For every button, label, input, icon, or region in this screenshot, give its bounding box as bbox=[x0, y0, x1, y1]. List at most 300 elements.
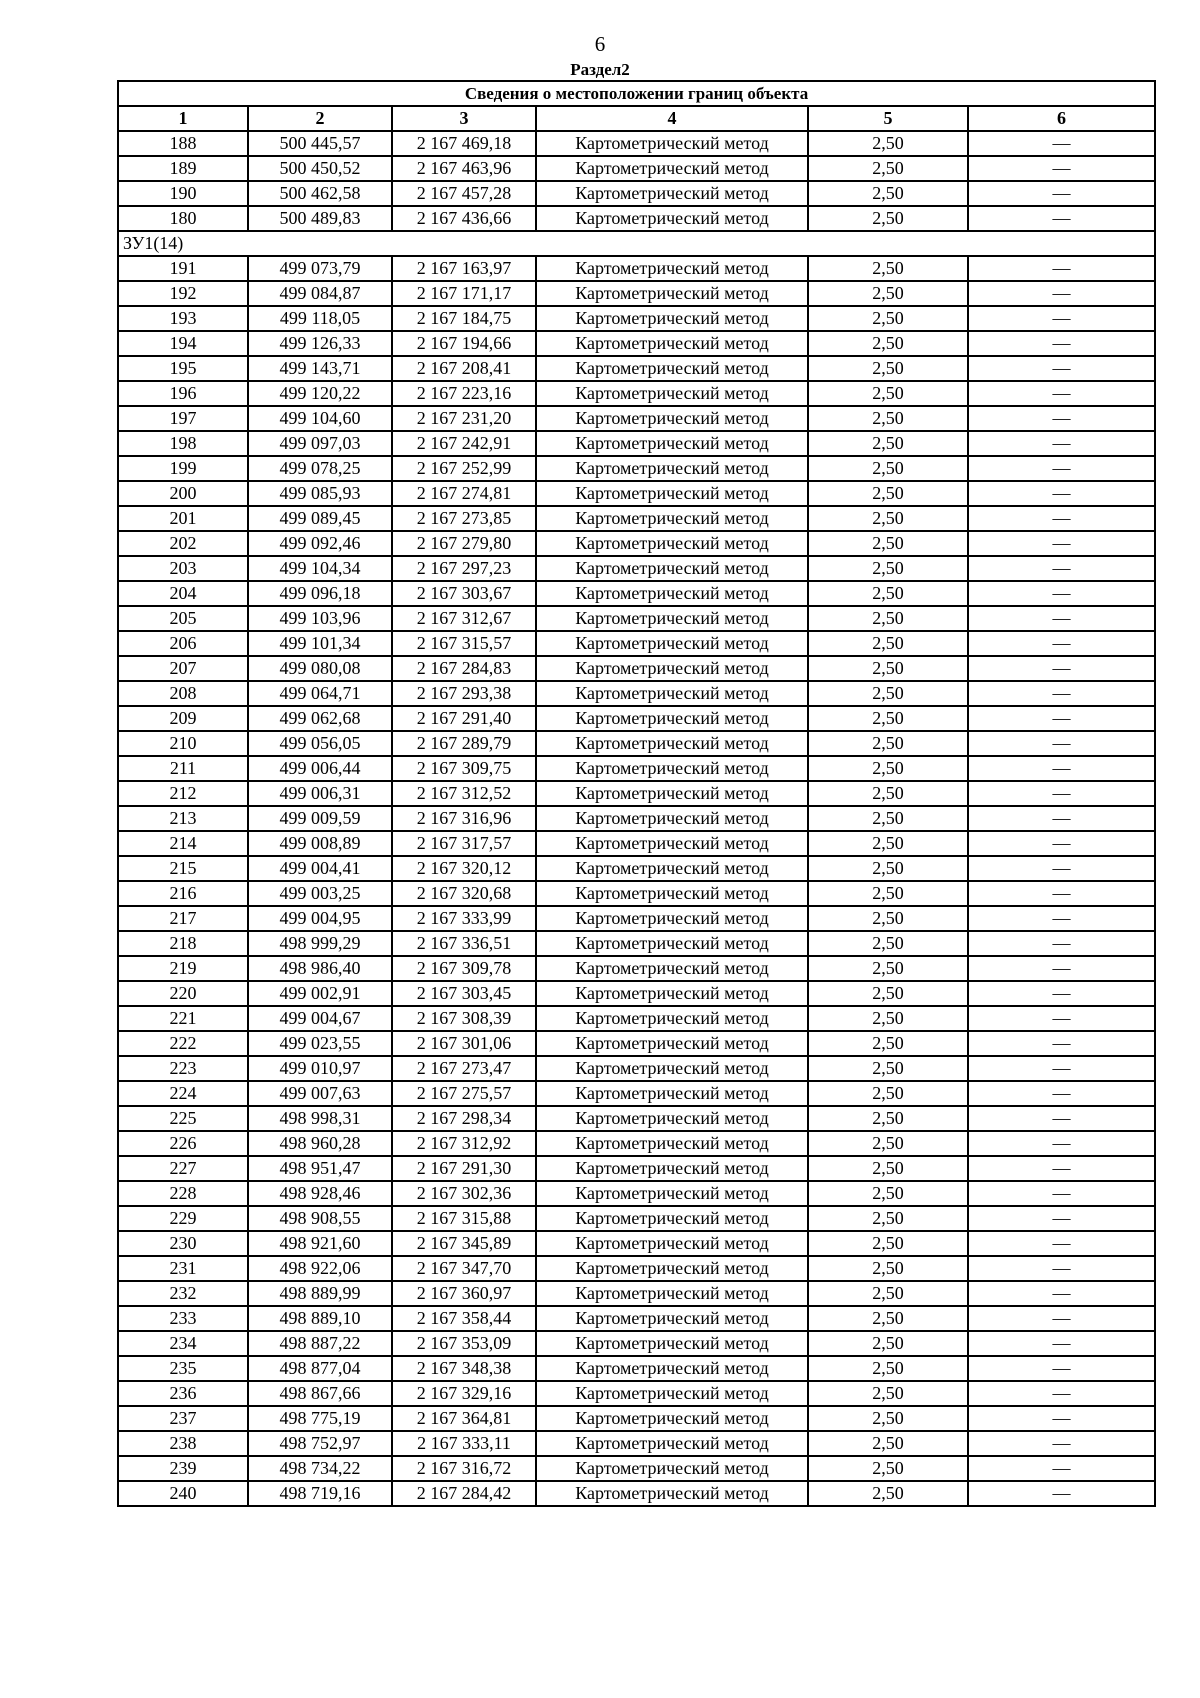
table-cell: 236 bbox=[118, 1381, 248, 1406]
table-row bbox=[118, 531, 1155, 556]
table-cell: — bbox=[968, 681, 1155, 706]
table-cell: 498 775,19 bbox=[248, 1406, 392, 1431]
table-cell: — bbox=[968, 656, 1155, 681]
table-cell: 2 167 301,06 bbox=[392, 1031, 536, 1056]
table-cell: 213 bbox=[118, 806, 248, 831]
table-cell: 2,50 bbox=[808, 256, 968, 281]
table-cell: 499 023,55 bbox=[248, 1031, 392, 1056]
table-cell: — bbox=[968, 631, 1155, 656]
table-cell: 180 bbox=[118, 206, 248, 231]
table-cell: — bbox=[968, 806, 1155, 831]
table-cell: 2 167 469,18 bbox=[392, 131, 536, 156]
table-cell: — bbox=[968, 431, 1155, 456]
table-row bbox=[118, 1031, 1155, 1056]
table-cell: 499 126,33 bbox=[248, 331, 392, 356]
table-cell: Картометрический метод bbox=[536, 631, 808, 656]
table-cell: — bbox=[968, 1156, 1155, 1181]
table-cell: 2,50 bbox=[808, 1356, 968, 1381]
table-cell: — bbox=[968, 706, 1155, 731]
table-cell: 499 004,41 bbox=[248, 856, 392, 881]
table-cell: 2 167 163,97 bbox=[392, 256, 536, 281]
table-cell: 2,50 bbox=[808, 856, 968, 881]
table-cell: 500 445,57 bbox=[248, 131, 392, 156]
table-cell: 229 bbox=[118, 1206, 248, 1231]
table-cell: 500 450,52 bbox=[248, 156, 392, 181]
table-row bbox=[118, 681, 1155, 706]
table-cell: 2 167 303,67 bbox=[392, 581, 536, 606]
table-cell: 498 889,99 bbox=[248, 1281, 392, 1306]
table-cell: 2,50 bbox=[808, 1256, 968, 1281]
table-cell: 222 bbox=[118, 1031, 248, 1056]
table-cell: 218 bbox=[118, 931, 248, 956]
table-cell: 499 097,03 bbox=[248, 431, 392, 456]
table-cell: 198 bbox=[118, 431, 248, 456]
table-cell: 2,50 bbox=[808, 1331, 968, 1356]
table-cell: 2 167 360,97 bbox=[392, 1281, 536, 1306]
column-header-row bbox=[118, 106, 1155, 131]
table-cell: 208 bbox=[118, 681, 248, 706]
table-cell: 215 bbox=[118, 856, 248, 881]
table-cell: 2 167 333,11 bbox=[392, 1431, 536, 1456]
table-cell: 499 092,46 bbox=[248, 531, 392, 556]
table-cell: 231 bbox=[118, 1256, 248, 1281]
table-cell: 2,50 bbox=[808, 306, 968, 331]
table-cell: Картометрический метод bbox=[536, 956, 808, 981]
table-cell: Картометрический метод bbox=[536, 531, 808, 556]
table-cell: 2,50 bbox=[808, 731, 968, 756]
table-cell: 2 167 273,85 bbox=[392, 506, 536, 531]
table-row bbox=[118, 906, 1155, 931]
table-cell: 500 462,58 bbox=[248, 181, 392, 206]
table-cell: — bbox=[968, 1106, 1155, 1131]
table-cell: Картометрический метод bbox=[536, 831, 808, 856]
table-row bbox=[118, 1081, 1155, 1106]
table-cell: 2 167 231,20 bbox=[392, 406, 536, 431]
table-cell: Картометрический метод bbox=[536, 756, 808, 781]
table-cell: Картометрический метод bbox=[536, 1081, 808, 1106]
table-cell: Картометрический метод bbox=[536, 1281, 808, 1306]
table-cell: — bbox=[968, 1431, 1155, 1456]
table-cell: — bbox=[968, 506, 1155, 531]
table-cell: 2,50 bbox=[808, 1006, 968, 1031]
table-cell: 2 167 279,80 bbox=[392, 531, 536, 556]
table-cell: Картометрический метод bbox=[536, 206, 808, 231]
table-cell: 2 167 308,39 bbox=[392, 1006, 536, 1031]
table-cell: 499 085,93 bbox=[248, 481, 392, 506]
table-cell: 2 167 297,23 bbox=[392, 556, 536, 581]
table-cell: 2,50 bbox=[808, 381, 968, 406]
table-row bbox=[118, 406, 1155, 431]
table-cell: 2,50 bbox=[808, 931, 968, 956]
table-cell: 196 bbox=[118, 381, 248, 406]
table-cell: 2 167 284,42 bbox=[392, 1481, 536, 1506]
table-cell: 500 489,83 bbox=[248, 206, 392, 231]
table-cell: 2 167 274,81 bbox=[392, 481, 536, 506]
table-row bbox=[118, 281, 1155, 306]
table-cell: 195 bbox=[118, 356, 248, 381]
column-header: 4 bbox=[536, 106, 808, 131]
table-cell: 237 bbox=[118, 1406, 248, 1431]
table-cell: 207 bbox=[118, 656, 248, 681]
table-cell: 2,50 bbox=[808, 581, 968, 606]
table-cell: 214 bbox=[118, 831, 248, 856]
table-cell: Картометрический метод bbox=[536, 806, 808, 831]
table-row bbox=[118, 1156, 1155, 1181]
table-cell: — bbox=[968, 606, 1155, 631]
table-row bbox=[118, 956, 1155, 981]
table-cell: Картометрический метод bbox=[536, 1181, 808, 1206]
table-cell: 2 167 208,41 bbox=[392, 356, 536, 381]
table-cell: 212 bbox=[118, 781, 248, 806]
table-cell: 499 062,68 bbox=[248, 706, 392, 731]
table-cell: Картометрический метод bbox=[536, 581, 808, 606]
table-cell: 499 103,96 bbox=[248, 606, 392, 631]
table-cell: 2,50 bbox=[808, 406, 968, 431]
table-row bbox=[118, 1281, 1155, 1306]
table-cell: 238 bbox=[118, 1431, 248, 1456]
table-cell: — bbox=[968, 331, 1155, 356]
table-cell: 498 908,55 bbox=[248, 1206, 392, 1231]
table-cell: — bbox=[968, 206, 1155, 231]
table-cell: 2,50 bbox=[808, 181, 968, 206]
table-cell: 219 bbox=[118, 956, 248, 981]
table-cell: 206 bbox=[118, 631, 248, 656]
column-header: 1 bbox=[118, 106, 248, 131]
table-row bbox=[118, 1131, 1155, 1156]
table-cell: Картометрический метод bbox=[536, 156, 808, 181]
table-cell: — bbox=[968, 456, 1155, 481]
table-row bbox=[118, 1431, 1155, 1456]
table-cell: Картометрический метод bbox=[536, 781, 808, 806]
table-cell: 2,50 bbox=[808, 356, 968, 381]
table-cell: 2,50 bbox=[808, 1231, 968, 1256]
table-cell: 2,50 bbox=[808, 706, 968, 731]
table-cell: 499 101,34 bbox=[248, 631, 392, 656]
table-cell: Картометрический метод bbox=[536, 1381, 808, 1406]
table-row bbox=[118, 631, 1155, 656]
table-cell: 499 056,05 bbox=[248, 731, 392, 756]
table-cell: Картометрический метод bbox=[536, 181, 808, 206]
table-row bbox=[118, 1181, 1155, 1206]
table-row bbox=[118, 581, 1155, 606]
table-row bbox=[118, 556, 1155, 581]
table-cell: — bbox=[968, 1406, 1155, 1431]
table-row bbox=[118, 356, 1155, 381]
table-cell: 224 bbox=[118, 1081, 248, 1106]
table-cell: 499 008,89 bbox=[248, 831, 392, 856]
table-row bbox=[118, 1456, 1155, 1481]
table-cell: 2 167 171,17 bbox=[392, 281, 536, 306]
table-row bbox=[118, 981, 1155, 1006]
table-cell: 2,50 bbox=[808, 1156, 968, 1181]
table-cell: 2 167 194,66 bbox=[392, 331, 536, 356]
table-cell: — bbox=[968, 956, 1155, 981]
table-cell: 498 719,16 bbox=[248, 1481, 392, 1506]
table-cell: 2 167 291,30 bbox=[392, 1156, 536, 1181]
table-cell: 2 167 252,99 bbox=[392, 456, 536, 481]
table-cell: Картометрический метод bbox=[536, 681, 808, 706]
table-cell: 2,50 bbox=[808, 956, 968, 981]
table-row bbox=[118, 381, 1155, 406]
table-cell: Картометрический метод bbox=[536, 406, 808, 431]
table-cell: 220 bbox=[118, 981, 248, 1006]
table-cell: — bbox=[968, 1031, 1155, 1056]
table-cell: 217 bbox=[118, 906, 248, 931]
table-cell: Картометрический метод bbox=[536, 1131, 808, 1156]
table-cell: Картометрический метод bbox=[536, 1306, 808, 1331]
table-cell: 498 951,47 bbox=[248, 1156, 392, 1181]
table-cell: Картометрический метод bbox=[536, 1006, 808, 1031]
table-cell: 2,50 bbox=[808, 1406, 968, 1431]
table-row bbox=[118, 1006, 1155, 1031]
table-cell: — bbox=[968, 1356, 1155, 1381]
table-cell: 2,50 bbox=[808, 1281, 968, 1306]
table-cell: — bbox=[968, 1331, 1155, 1356]
table-cell: 190 bbox=[118, 181, 248, 206]
table-cell: — bbox=[968, 781, 1155, 806]
table-cell: — bbox=[968, 1256, 1155, 1281]
table-cell: 2 167 315,57 bbox=[392, 631, 536, 656]
table-cell: 2 167 347,70 bbox=[392, 1256, 536, 1281]
table-cell: 209 bbox=[118, 706, 248, 731]
table-cell: 2 167 436,66 bbox=[392, 206, 536, 231]
table-row bbox=[118, 481, 1155, 506]
table-row bbox=[118, 181, 1155, 206]
table-cell: 2,50 bbox=[808, 1206, 968, 1231]
table-cell: Картометрический метод bbox=[536, 506, 808, 531]
table-cell: 226 bbox=[118, 1131, 248, 1156]
table-cell: Картометрический метод bbox=[536, 381, 808, 406]
table-cell: 499 006,44 bbox=[248, 756, 392, 781]
table-cell: 2,50 bbox=[808, 806, 968, 831]
table-cell: Картометрический метод bbox=[536, 256, 808, 281]
table-cell: 2 167 312,67 bbox=[392, 606, 536, 631]
table-cell: 499 118,05 bbox=[248, 306, 392, 331]
table-body-top bbox=[118, 131, 1155, 231]
table-cell: 189 bbox=[118, 156, 248, 181]
table-cell: 200 bbox=[118, 481, 248, 506]
table-cell: 203 bbox=[118, 556, 248, 581]
table-cell: — bbox=[968, 981, 1155, 1006]
table-cell: Картометрический метод bbox=[536, 1056, 808, 1081]
table-cell: 499 010,97 bbox=[248, 1056, 392, 1081]
table-row bbox=[118, 506, 1155, 531]
table-cell: 2,50 bbox=[808, 1031, 968, 1056]
table-cell: — bbox=[968, 1456, 1155, 1481]
table-cell: — bbox=[968, 481, 1155, 506]
table-cell: Картометрический метод bbox=[536, 281, 808, 306]
table-cell: — bbox=[968, 1081, 1155, 1106]
page-number: 6 bbox=[594, 32, 606, 56]
table-row bbox=[118, 606, 1155, 631]
column-header: 2 bbox=[248, 106, 392, 131]
group-row bbox=[118, 231, 1155, 256]
table-cell: 498 928,46 bbox=[248, 1181, 392, 1206]
table-cell: Картометрический метод bbox=[536, 1256, 808, 1281]
table-cell: — bbox=[968, 1231, 1155, 1256]
table-cell: 2 167 329,16 bbox=[392, 1381, 536, 1406]
table-cell: 2,50 bbox=[808, 756, 968, 781]
table-cell: 499 007,63 bbox=[248, 1081, 392, 1106]
table-cell: — bbox=[968, 1181, 1155, 1206]
table-cell: 2,50 bbox=[808, 431, 968, 456]
table-cell: — bbox=[968, 531, 1155, 556]
table-cell: Картометрический метод bbox=[536, 1456, 808, 1481]
table-row bbox=[118, 656, 1155, 681]
table-row bbox=[118, 1256, 1155, 1281]
table-cell: 498 887,22 bbox=[248, 1331, 392, 1356]
table-cell: — bbox=[968, 906, 1155, 931]
table-cell: 499 073,79 bbox=[248, 256, 392, 281]
table-cell: 498 998,31 bbox=[248, 1106, 392, 1131]
table-cell: Картометрический метод bbox=[536, 606, 808, 631]
table-cell: 2 167 275,57 bbox=[392, 1081, 536, 1106]
table-cell: 2,50 bbox=[808, 456, 968, 481]
table-cell: 498 889,10 bbox=[248, 1306, 392, 1331]
table-row bbox=[118, 206, 1155, 231]
table-cell: Картометрический метод bbox=[536, 1481, 808, 1506]
table-cell: 204 bbox=[118, 581, 248, 606]
table-cell: Картометрический метод bbox=[536, 131, 808, 156]
table-cell: 499 120,22 bbox=[248, 381, 392, 406]
table-cell: — bbox=[968, 831, 1155, 856]
table-cell: 499 080,08 bbox=[248, 656, 392, 681]
table-cell: — bbox=[968, 1381, 1155, 1406]
table-cell: 498 867,66 bbox=[248, 1381, 392, 1406]
table-cell: 239 bbox=[118, 1456, 248, 1481]
table-row bbox=[118, 1331, 1155, 1356]
table-row bbox=[118, 856, 1155, 881]
table-cell: Картометрический метод bbox=[536, 1231, 808, 1256]
group-label: ЗУ1(14) bbox=[118, 231, 1155, 256]
table-cell: Картометрический метод bbox=[536, 331, 808, 356]
table-cell: 498 999,29 bbox=[248, 931, 392, 956]
column-header: 5 bbox=[808, 106, 968, 131]
table-cell: 2 167 316,96 bbox=[392, 806, 536, 831]
boundary-coordinates-table bbox=[117, 80, 1156, 1507]
table-cell: — bbox=[968, 931, 1155, 956]
table-cell: 2,50 bbox=[808, 1106, 968, 1131]
table-row bbox=[118, 931, 1155, 956]
table-cell: 2 167 333,99 bbox=[392, 906, 536, 931]
table-cell: — bbox=[968, 131, 1155, 156]
table-cell: 193 bbox=[118, 306, 248, 331]
table-cell: 2 167 348,38 bbox=[392, 1356, 536, 1381]
table-cell: 2,50 bbox=[808, 1381, 968, 1406]
table-cell: 2 167 291,40 bbox=[392, 706, 536, 731]
table-cell: 2 167 316,72 bbox=[392, 1456, 536, 1481]
table-cell: Картометрический метод bbox=[536, 856, 808, 881]
table-cell: 2,50 bbox=[808, 1306, 968, 1331]
table-row bbox=[118, 706, 1155, 731]
table-row bbox=[118, 781, 1155, 806]
column-header: 6 bbox=[968, 106, 1155, 131]
table-cell: 2,50 bbox=[808, 981, 968, 1006]
table-cell: 2 167 303,45 bbox=[392, 981, 536, 1006]
table-cell: — bbox=[968, 306, 1155, 331]
table-cell: 2,50 bbox=[808, 1456, 968, 1481]
table-cell: 498 752,97 bbox=[248, 1431, 392, 1456]
table-cell: — bbox=[968, 881, 1155, 906]
table-cell: Картометрический метод bbox=[536, 306, 808, 331]
table-cell: Картометрический метод bbox=[536, 906, 808, 931]
table-cell: Картометрический метод bbox=[536, 1431, 808, 1456]
table-cell: 2 167 320,68 bbox=[392, 881, 536, 906]
table-cell: 499 084,87 bbox=[248, 281, 392, 306]
table-cell: 225 bbox=[118, 1106, 248, 1131]
table-row bbox=[118, 1231, 1155, 1256]
table-cell: 2,50 bbox=[808, 831, 968, 856]
table-cell: 2,50 bbox=[808, 156, 968, 181]
table-cell: 499 006,31 bbox=[248, 781, 392, 806]
table-cell: 211 bbox=[118, 756, 248, 781]
table-cell: Картометрический метод bbox=[536, 931, 808, 956]
table-cell: — bbox=[968, 731, 1155, 756]
table-cell: 2 167 358,44 bbox=[392, 1306, 536, 1331]
table-row bbox=[118, 756, 1155, 781]
table-cell: Картометрический метод bbox=[536, 1356, 808, 1381]
section-title: Раздел2 bbox=[570, 60, 630, 79]
table-cell: — bbox=[968, 1206, 1155, 1231]
table-cell: 2 167 242,91 bbox=[392, 431, 536, 456]
table-cell: 2,50 bbox=[808, 1081, 968, 1106]
table-cell: — bbox=[968, 1131, 1155, 1156]
table-row bbox=[118, 806, 1155, 831]
table-cell: 498 986,40 bbox=[248, 956, 392, 981]
table-cell: 2 167 184,75 bbox=[392, 306, 536, 331]
table-row bbox=[118, 731, 1155, 756]
table-row bbox=[118, 131, 1155, 156]
table-cell: — bbox=[968, 256, 1155, 281]
column-header: 3 bbox=[392, 106, 536, 131]
table-cell: 2 167 336,51 bbox=[392, 931, 536, 956]
table-cell: 499 096,18 bbox=[248, 581, 392, 606]
table-cell: 2 167 345,89 bbox=[392, 1231, 536, 1256]
table-row bbox=[118, 156, 1155, 181]
table-cell: 498 922,06 bbox=[248, 1256, 392, 1281]
table-cell: — bbox=[968, 156, 1155, 181]
table-cell: 498 960,28 bbox=[248, 1131, 392, 1156]
table-cell: 2,50 bbox=[808, 281, 968, 306]
table-cell: 192 bbox=[118, 281, 248, 306]
table-row bbox=[118, 306, 1155, 331]
table-cell: — bbox=[968, 281, 1155, 306]
table-cell: 498 921,60 bbox=[248, 1231, 392, 1256]
table-cell: Картометрический метод bbox=[536, 731, 808, 756]
table-cell: 498 877,04 bbox=[248, 1356, 392, 1381]
table-row bbox=[118, 881, 1155, 906]
table-cell: 2 167 284,83 bbox=[392, 656, 536, 681]
table-cell: 216 bbox=[118, 881, 248, 906]
table-cell: — bbox=[968, 581, 1155, 606]
table-row bbox=[118, 1356, 1155, 1381]
table-cell: 232 bbox=[118, 1281, 248, 1306]
table-cell: 201 bbox=[118, 506, 248, 531]
table-cell: Картометрический метод bbox=[536, 431, 808, 456]
table-cell: 2 167 320,12 bbox=[392, 856, 536, 881]
table-row bbox=[118, 431, 1155, 456]
table-cell: 2,50 bbox=[808, 606, 968, 631]
table-cell: 2 167 223,16 bbox=[392, 381, 536, 406]
table-cell: 2 167 457,28 bbox=[392, 181, 536, 206]
table-cell: — bbox=[968, 1481, 1155, 1506]
table-cell: Картометрический метод bbox=[536, 1206, 808, 1231]
table-cell: Картометрический метод bbox=[536, 356, 808, 381]
table-cell: 2,50 bbox=[808, 556, 968, 581]
table-cell: Картометрический метод bbox=[536, 1331, 808, 1356]
table-cell: Картометрический метод bbox=[536, 456, 808, 481]
table-cell: 240 bbox=[118, 1481, 248, 1506]
